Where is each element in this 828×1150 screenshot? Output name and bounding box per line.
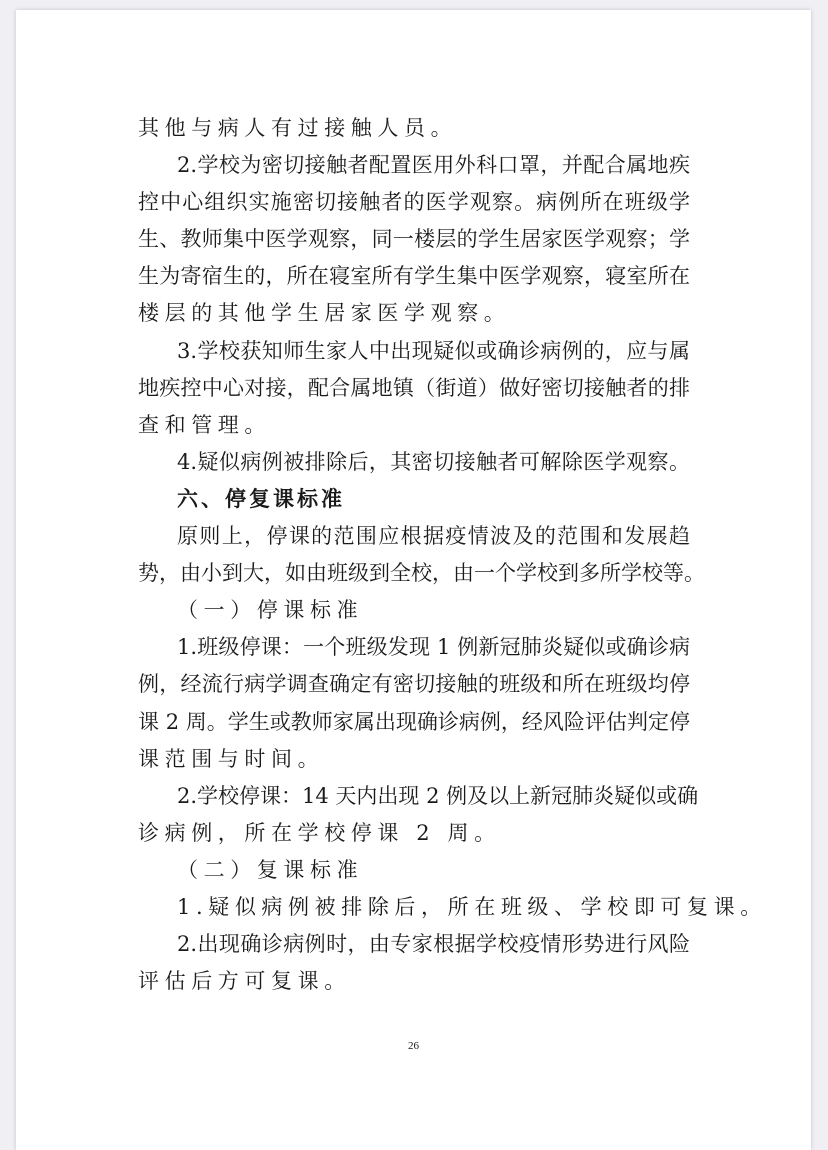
- text-line: 2.出现确诊病例时，由专家根据学校疫情形势进行风险: [177, 932, 690, 957]
- text-line: 2.学校停课：14 天内出现 2 例及以上新冠肺炎疑似或确: [177, 783, 699, 808]
- text-line: 生、教师集中医学观察，同一楼层的学生居家医学观察；学: [138, 227, 690, 252]
- text-line: 2.学校为密切接触者配置医用外科口罩，并配合属地疾: [177, 153, 690, 178]
- section-heading: 六、停复课标准: [177, 486, 345, 511]
- text-line: 楼层的其他学生居家医学观察。: [138, 301, 511, 326]
- text-line: 诊病例，所在学校停课 2 周。: [138, 820, 501, 845]
- text-line: 例，经流行病学调查确定有密切接触的班级和所在班级均停: [138, 672, 690, 697]
- document-body: [138, 110, 767, 1000]
- text-line: 原则上，停课的范围应根据疫情波及的范围和发展趋: [177, 524, 690, 549]
- text-line: 课范围与时间。: [138, 746, 325, 771]
- text-line: 控中心组织实施密切接触者的医学观察。病例所在班级学: [138, 190, 690, 215]
- text-line: 4.疑似病例被排除后，其密切接触者可解除医学观察。: [177, 449, 690, 474]
- document-page: [16, 10, 811, 1150]
- page-number: 26: [408, 1040, 419, 1052]
- text-line: 生为寄宿生的，所在寝室所有学生集中医学观察，寝室所在: [138, 264, 690, 289]
- text-line: 课 2 周。学生或教师家属出现确诊病例，经风险评估判定停: [138, 709, 690, 734]
- text-line: 查和管理。: [138, 412, 271, 437]
- text-line: 地疾控中心对接，配合属地镇（街道）做好密切接触者的排: [138, 375, 690, 400]
- text-line: 评估后方可复课。: [138, 969, 351, 994]
- text-line: 1.班级停课：一个班级发现 1 例新冠肺炎疑似或确诊病: [177, 635, 690, 660]
- subsection-heading: （二）复课标准: [177, 857, 364, 882]
- text-line: 势，由小到大，如由班级到全校，由一个学校到多所学校等。: [138, 561, 705, 586]
- text-line: 3.学校获知师生家人中出现疑似或确诊病例的，应与属: [177, 338, 690, 363]
- text-line: 1.疑似病例被排除后，所在班级、学校即可复课。: [177, 894, 767, 919]
- text-line: 其他与病人有过接触人员。: [138, 116, 458, 140]
- subsection-heading: （一）停课标准: [177, 598, 364, 623]
